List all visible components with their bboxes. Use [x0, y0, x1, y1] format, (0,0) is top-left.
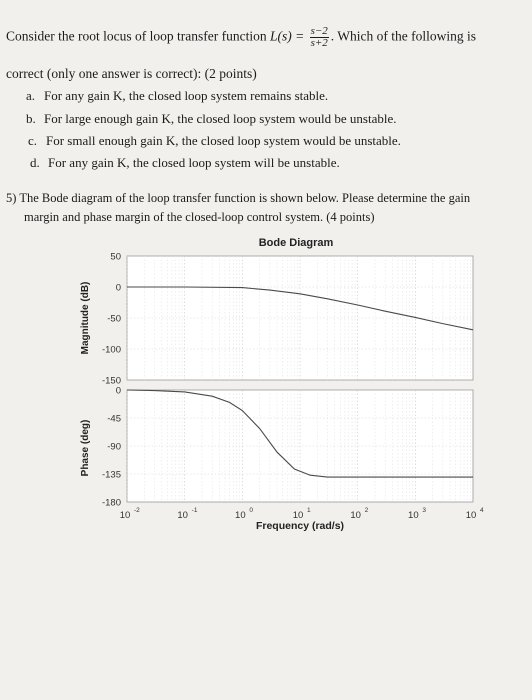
x-tick-base: 10 [177, 510, 188, 521]
phase-ylabel: Phase (deg) [80, 419, 91, 477]
x-tick-base: 10 [235, 510, 246, 521]
option-letter: a. [26, 88, 36, 103]
option-letter: c. [28, 133, 38, 148]
x-axis-ticks [120, 507, 484, 521]
y-tick-label: -150 [101, 375, 121, 387]
option-text: For any gain K, the closed loop system will be unstable. [48, 155, 340, 170]
x-tick-exponent: 3 [422, 507, 426, 514]
tf-numerator: s−2 [310, 25, 328, 37]
x-tick-exponent: 2 [364, 507, 369, 514]
q5-number: 5) [6, 191, 17, 205]
x-tick-base: 10 [465, 510, 477, 521]
q5-text-1: The Bode diagram of the loop transfer function is shown below. Please determine the gain [19, 191, 471, 205]
x-tick-exponent: -1 [191, 507, 198, 514]
x-tick-exponent: 4 [480, 507, 484, 514]
x-tick-base: 10 [350, 510, 361, 521]
y-tick-label: 50 [110, 251, 121, 263]
q4-intro-text: Consider the root locus of loop transfer function [6, 28, 267, 44]
y-tick-label: -180 [101, 497, 121, 509]
magnitude-y-ticks [102, 252, 121, 387]
y-tick-label: -90 [107, 441, 121, 453]
x-tick-base: 10 [408, 510, 419, 521]
option-text: For any gain K, the closed loop system remains stable. [44, 88, 329, 103]
magnitude-ylabel: Magnitude (dB) [80, 281, 91, 355]
option-text: For small enough gain K, the closed loop system would be unstable. [46, 133, 401, 148]
y-tick-label: 0 [115, 282, 121, 294]
q4-intro-tail: . Which of the following is [330, 28, 477, 44]
option-letter: d. [30, 155, 40, 170]
x-axis-label: Frequency (rad/s) [255, 520, 345, 532]
x-tick-base: 10 [119, 510, 131, 521]
chart-title: Bode Diagram [258, 237, 334, 249]
y-tick-label: -45 [107, 413, 121, 425]
x-tick-exponent: 1 [307, 507, 311, 514]
option-letter: b. [26, 111, 36, 126]
x-tick-exponent: 0 [249, 507, 253, 514]
tf-lhs: L(s) = [269, 28, 305, 44]
tf-denominator: s+2 [310, 37, 328, 49]
phase-panel [80, 386, 473, 509]
q5-line2: margin and phase margin of the closed-loop control system. (4 points) [24, 210, 375, 224]
y-tick-label: -100 [101, 344, 121, 356]
y-tick-label: -135 [101, 469, 121, 481]
x-tick-base: 10 [292, 510, 304, 521]
magnitude-panel [80, 252, 473, 387]
x-tick-exponent: -2 [134, 507, 140, 514]
option-text: For large enough gain K, the closed loop system would be unstable. [44, 111, 397, 126]
q4-line2: correct (only one answer is correct): (2 points) [6, 66, 257, 81]
y-tick-label: 0 [115, 385, 121, 397]
y-tick-label: -50 [107, 313, 121, 325]
phase-y-ticks [102, 386, 121, 509]
